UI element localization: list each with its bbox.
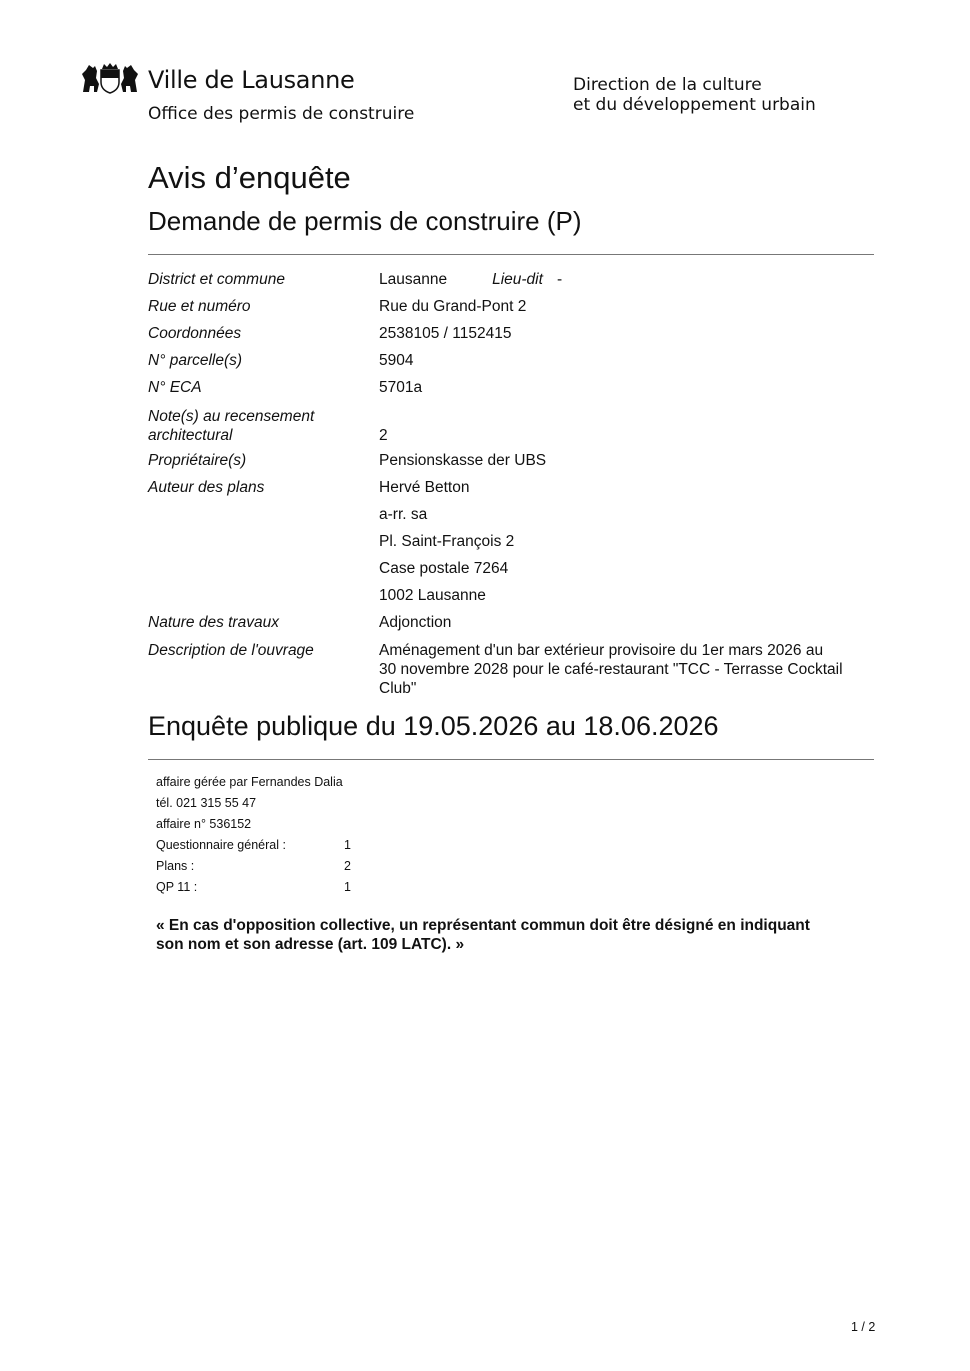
info-label-line: architectural <box>148 427 233 444</box>
info-value: 2538105 / 1152415 <box>379 325 512 342</box>
direction-name <box>573 75 816 115</box>
info-row-recensement <box>148 403 874 449</box>
direction-line-1: Direction de la culture <box>573 75 762 95</box>
info-value: 5701a <box>379 379 423 396</box>
lausanne-coat-of-arms-icon <box>81 62 139 94</box>
affaire-manager: affaire gérée par Fernandes Dalia <box>156 775 343 789</box>
info-row-proprietaire <box>148 449 874 476</box>
info-row-rue <box>148 295 874 322</box>
district-value: Lausanne <box>379 271 448 288</box>
info-table <box>148 268 874 698</box>
document-count: 1 <box>344 880 351 894</box>
info-value <box>379 641 874 698</box>
info-row-district <box>148 268 874 295</box>
info-value: Adjonction <box>379 614 452 631</box>
auteur-line: Hervé Betton <box>379 479 470 496</box>
info-label-line: Note(s) au recensement <box>148 408 315 425</box>
info-value: Pensionskasse der UBS <box>379 452 547 469</box>
document-count: 2 <box>344 859 351 873</box>
lieu-dit-label: Lieu-dit <box>492 271 543 288</box>
page-number: 1 / 2 <box>851 1320 876 1334</box>
info-row-parcelle <box>148 349 874 376</box>
affaire-number: affaire n° 536152 <box>156 817 252 831</box>
office-name: Office des permis de construire <box>148 104 415 124</box>
description-line: 30 novembre 2028 pour le café-restaurant "TCC - Terrasse Cocktail <box>379 661 843 678</box>
info-label <box>148 407 379 449</box>
auteur-line: Pl. Saint-François 2 <box>379 533 515 550</box>
info-label: Propriétaire(s) <box>148 452 247 469</box>
description-line: Aménagement d'un bar extérieur provisoire du 1er mars 2026 au <box>379 642 824 659</box>
info-label: District et commune <box>148 271 285 288</box>
info-label: Coordonnées <box>148 325 242 342</box>
note-line: son nom et son adresse (art. 109 LATC). » <box>156 936 465 953</box>
info-row-coordonnees <box>148 322 874 349</box>
organization-name: Ville de Lausanne <box>148 66 355 94</box>
document-count-row <box>156 835 354 856</box>
auteur-line: a-rr. sa <box>379 506 428 523</box>
auteur-line: 1002 Lausanne <box>379 587 486 604</box>
info-label: Nature des travaux <box>148 614 279 631</box>
page-title: Avis d’enquête <box>148 160 351 195</box>
document-label: Questionnaire général : <box>156 838 286 852</box>
document-count-row <box>156 877 354 898</box>
info-row-eca <box>148 376 874 403</box>
description-line: Club" <box>379 680 417 697</box>
page-subtitle: Demande de permis de construire (P) <box>148 206 582 236</box>
info-label: N° parcelle(s) <box>148 352 243 369</box>
opposition-note <box>156 916 856 954</box>
note-line: « En cas d'opposition collective, un représentant commun doit être désigné en indiquant <box>156 917 810 934</box>
info-value: 5904 <box>379 352 414 369</box>
document-count-row <box>156 856 354 877</box>
direction-line-2: et du développement urbain <box>573 95 816 115</box>
info-row-description <box>148 638 874 698</box>
info-label: Description de l'ouvrage <box>148 642 314 659</box>
divider <box>148 254 874 255</box>
info-value <box>379 268 874 295</box>
info-label: N° ECA <box>148 379 202 396</box>
info-label: Rue et numéro <box>148 298 251 315</box>
info-value: 2 <box>379 427 388 444</box>
auteur-line: Case postale 7264 <box>379 560 509 577</box>
divider <box>148 759 874 760</box>
affaire-phone: tél. 021 315 55 47 <box>156 796 257 810</box>
info-value <box>379 476 874 611</box>
lieu-dit-value: - <box>556 271 563 288</box>
document-label: QP 11 : <box>156 880 198 894</box>
document-count: 1 <box>344 838 351 852</box>
info-label: Auteur des plans <box>148 479 265 496</box>
affaire-block <box>156 772 354 898</box>
info-row-auteur <box>148 476 874 611</box>
info-row-nature <box>148 611 874 638</box>
document-label: Plans : <box>156 859 195 873</box>
enquete-heading: Enquête publique du 19.05.2026 au 18.06.2026 <box>148 711 719 741</box>
info-value: Rue du Grand-Pont 2 <box>379 298 527 315</box>
